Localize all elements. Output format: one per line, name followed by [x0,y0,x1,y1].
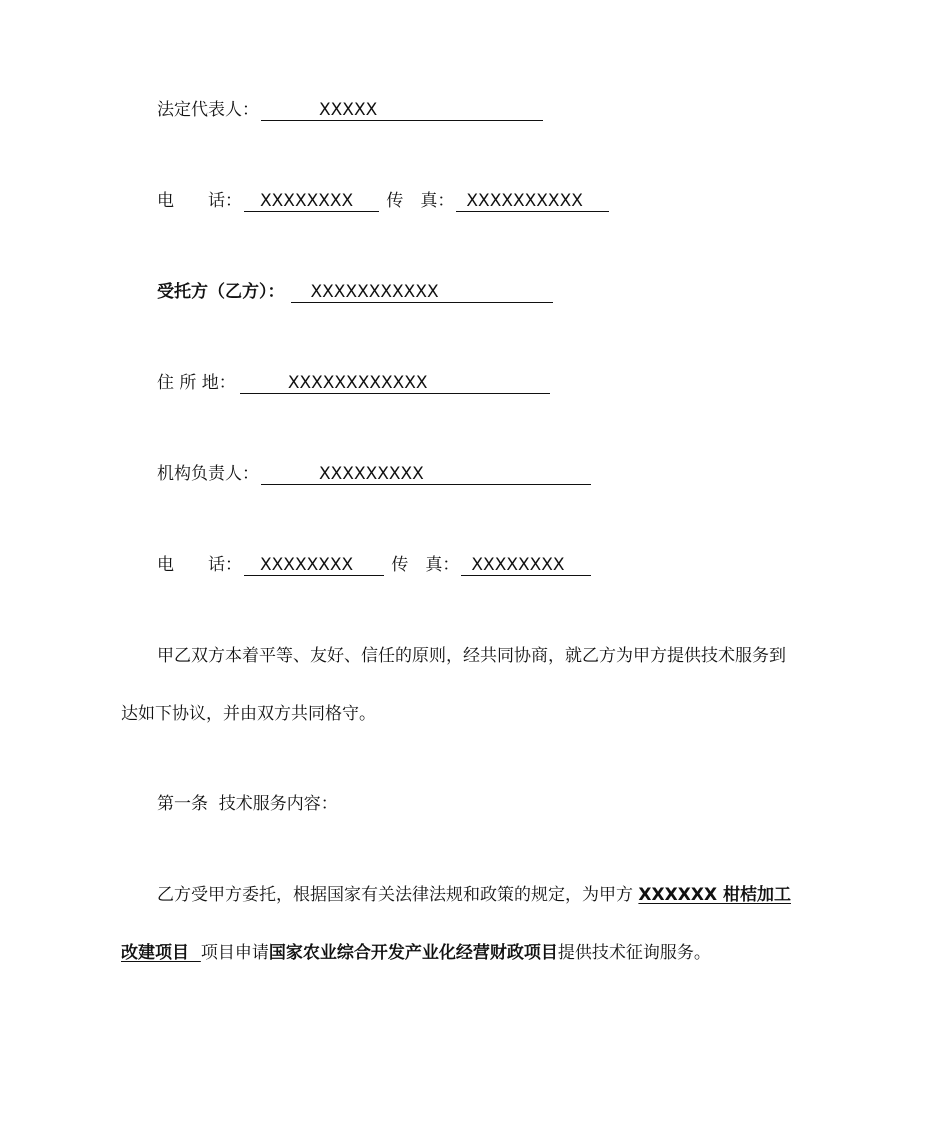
party-b-contact-line [157,553,591,577]
para2-program-name: 国家农业综合开发产业化经营财政项目 [268,943,558,963]
address-line [157,371,550,395]
party-b-phone-label: 电 话： [157,555,242,575]
party-a-phone-value[interactable]: XXXXXXXX [244,191,379,212]
address-label: 住 所 地： [157,373,236,393]
article1-title: 第一条 技术服务内容： [157,794,338,814]
party-a-phone-label: 电 话： [157,191,242,211]
para2-line1-text: 乙方受甲方委托，根据国家有关法律法规和政策的规定，为甲方 [157,885,633,905]
legal-rep-label: 法定代表人： [157,100,259,120]
para2-line1 [157,883,791,907]
party-b-fax-value[interactable]: XXXXXXXX [461,555,591,576]
legal-rep-line [157,98,543,122]
party-b-phone-value[interactable]: XXXXXXXX [244,555,384,576]
org-head-line [157,462,591,486]
para1-line2: 达如下协议，并由双方共同格守。 [121,704,376,724]
para2-project-name-part2: 改建项目 [121,943,189,963]
para2-project-name-part1: XXXXXX 柑桔加工 [638,885,791,905]
party-a-fax-label: 传 真： [386,191,455,211]
address-value[interactable]: XXXXXXXXXXXX [240,373,550,394]
party-a-contact-line [157,189,609,213]
org-head-value[interactable]: XXXXXXXXX [261,464,591,485]
party-b-fax-label: 传 真： [391,555,460,575]
legal-rep-value[interactable]: XXXXX [261,100,543,121]
para2-line2-text1: 项目申请 [200,943,269,963]
para1-line1: 甲乙双方本着平等、友好、信任的原则，经共同协商，就乙方为甲方提供技术服务到 [157,646,786,666]
org-head-label: 机构负责人： [157,464,259,484]
party-b-line [157,280,553,304]
para2-line2-text2: 提供技术征询服务。 [557,943,711,963]
party-b-value[interactable]: XXXXXXXXXXX [291,282,553,303]
party-a-fax-value[interactable]: XXXXXXXXXX [456,191,609,212]
party-b-label: 受托方（乙方）： [157,282,285,302]
para2-line2 [121,941,711,965]
